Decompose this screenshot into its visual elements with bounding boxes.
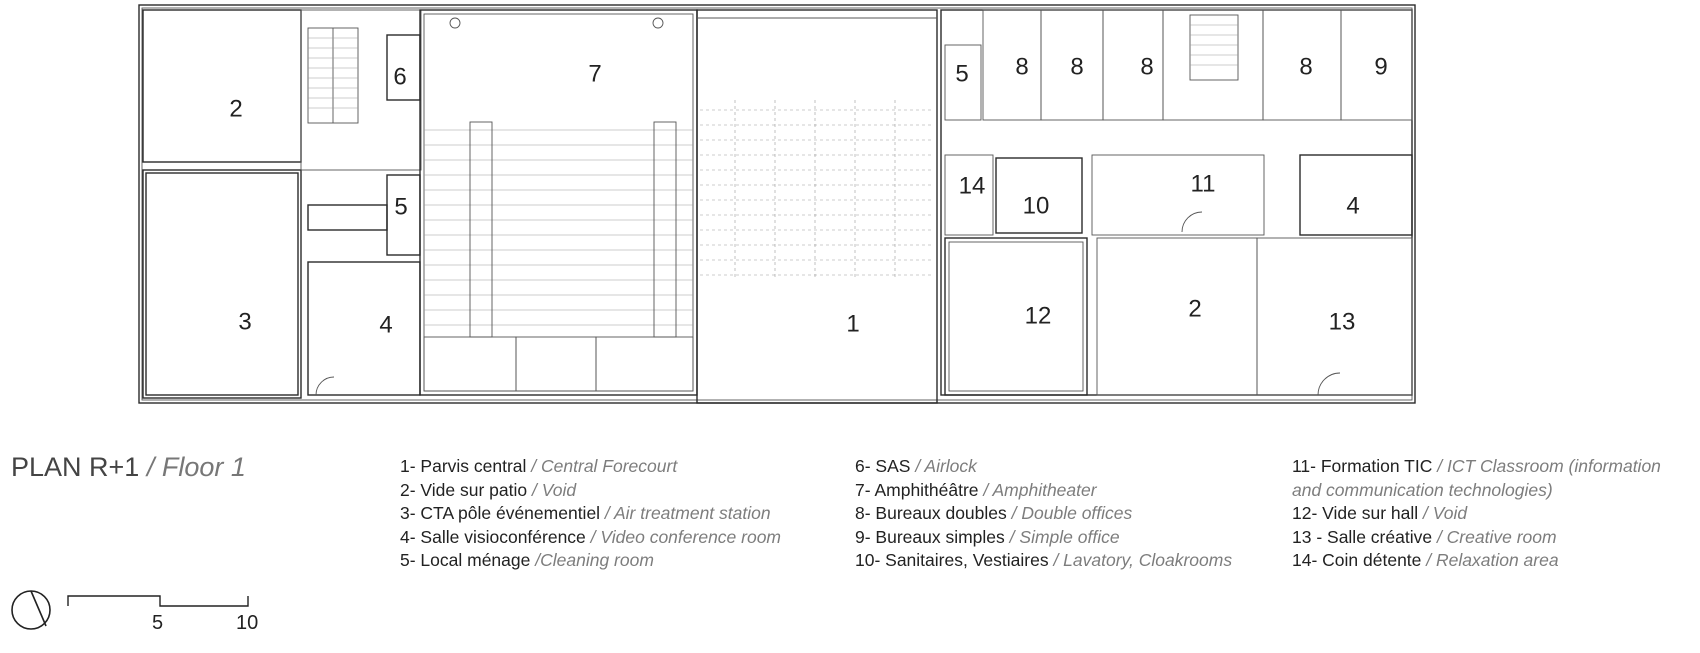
room-label-11: 11 (1190, 170, 1216, 198)
legend-item-en: Void (541, 479, 577, 500)
legend-item (1292, 455, 1661, 479)
legend-item-sep: / (1432, 526, 1447, 547)
legend-item-fr: 5- Local ménage (400, 550, 531, 570)
legend-item-fr: 4- Salle visioconférence (400, 526, 586, 547)
room-label-5-east: 5 (955, 60, 969, 88)
legend-item-fr: 6- SAS (855, 456, 911, 476)
central-forecourt (697, 10, 937, 403)
legend-column-1 (400, 455, 781, 573)
west-wing (143, 10, 421, 398)
room-label-4-east: 4 (1346, 192, 1360, 220)
room-label-4: 4 (379, 311, 393, 339)
legend-item-sep: / (910, 456, 925, 476)
room-label-8: 8 (1015, 53, 1029, 81)
amphitheater (420, 10, 697, 395)
legend-item-en: Amphitheater (992, 479, 1097, 500)
legend-item-fr: 14- Coin détente (1292, 550, 1422, 570)
legend-item-en: Air treatment station (614, 503, 771, 523)
legend-item (855, 549, 1232, 573)
room-label-9: 9 (1374, 53, 1388, 81)
legend-item-en: Void (1432, 503, 1468, 523)
legend-item-sep: / (585, 526, 601, 547)
legend-item (400, 479, 781, 503)
room-label-8: 8 (1140, 53, 1154, 81)
plan-title (11, 452, 246, 483)
room-label-6: 6 (393, 63, 407, 91)
east-wing (941, 10, 1412, 395)
legend-item (855, 526, 1232, 550)
legend-item (400, 549, 781, 573)
scale-mark-5: 5 (152, 612, 164, 634)
legend-item-sep: / (1004, 526, 1020, 547)
legend-item-fr: 10- Sanitaires, Vestiaires (855, 550, 1049, 570)
legend-column-2 (855, 455, 1232, 573)
legend-item (1292, 549, 1661, 573)
legend-item (1292, 526, 1661, 550)
room-label-5: 5 (394, 193, 408, 221)
legend-item-en: Video conference room (600, 526, 782, 547)
legend-item-en: Relaxation area (1436, 550, 1559, 570)
plan-title-main: PLAN R+1 (11, 452, 140, 482)
scale-mark-10: 10 (236, 612, 259, 634)
room-label-3: 3 (238, 308, 252, 336)
room-label-10: 10 (1022, 192, 1050, 220)
legend-column-3 (1292, 455, 1661, 573)
legend-item (400, 455, 781, 479)
legend-item-en: Airlock (924, 456, 977, 476)
grid-pattern (700, 100, 934, 280)
legend-item-en: Creative room (1446, 526, 1557, 547)
legend-item (855, 502, 1232, 526)
legend-item-sep: / (530, 550, 541, 570)
room-label-13: 13 (1328, 308, 1356, 336)
room-label-2-east: 2 (1188, 295, 1202, 323)
room-numbers (229, 53, 1387, 338)
legend-item (1292, 502, 1661, 526)
room-label-8: 8 (1299, 53, 1313, 81)
room-label-12: 12 (1024, 302, 1052, 330)
legend-item-en: Simple office (1019, 526, 1120, 547)
room-label-14: 14 (958, 172, 986, 200)
legend-item-fr: 9- Bureaux simples (855, 526, 1005, 547)
legend-item-sep: / (527, 479, 542, 500)
legend-item-sep: / (1421, 550, 1436, 570)
legend-item-fr: 1- Parvis central (400, 456, 527, 476)
stair-west (308, 28, 358, 123)
legend-item-en: Double offices (1021, 503, 1133, 523)
legend-item-fr: 11- Formation TIC (1292, 456, 1433, 476)
legend-item-sep: / (600, 503, 614, 523)
room-label-7: 7 (588, 60, 602, 88)
legend-item-sep: / (526, 456, 542, 476)
room-label-1: 1 (846, 310, 860, 338)
legend-item-sep: / (1432, 456, 1447, 476)
plan-title-separator: / (139, 452, 162, 482)
legend-item-fr: 8- Bureaux doubles (855, 503, 1007, 523)
stair-east (1190, 15, 1238, 80)
plan-title-translation: Floor 1 (161, 452, 246, 482)
legend-item-sep: / (978, 479, 993, 500)
north-arrow-icon (12, 591, 50, 629)
legend-item (1292, 479, 1661, 503)
room-label-8: 8 (1070, 53, 1084, 81)
seating-rows (424, 122, 693, 337)
legend-item (855, 479, 1232, 503)
legend-item-sep: / (1006, 503, 1022, 523)
legend-item-sep: / (1418, 503, 1433, 523)
legend-item-fr: 12- Vide sur hall (1292, 503, 1419, 523)
legend-item (400, 526, 781, 550)
room-label-2: 2 (229, 95, 243, 123)
legend-item-fr: 13 - Salle créative (1292, 526, 1433, 547)
legend-item-en: ICT Classroom (information (1446, 456, 1661, 476)
legend-item-en: and communication technologies) (1292, 479, 1553, 500)
legend-item-en: Lavatory, Cloakrooms (1063, 550, 1233, 570)
scale-bar (68, 596, 248, 606)
legend-item (855, 455, 1232, 479)
legend-item-fr: 7- Amphithéâtre (855, 479, 979, 500)
legend-item-en: Central Forecourt (541, 456, 678, 476)
legend-item (400, 502, 781, 526)
legend-item-fr: 3- CTA pôle événementiel (400, 503, 601, 523)
legend-item-sep: / (1048, 550, 1064, 570)
legend-item-en: Cleaning room (540, 550, 654, 570)
legend-item-fr: 2- Vide sur patio (400, 479, 528, 500)
